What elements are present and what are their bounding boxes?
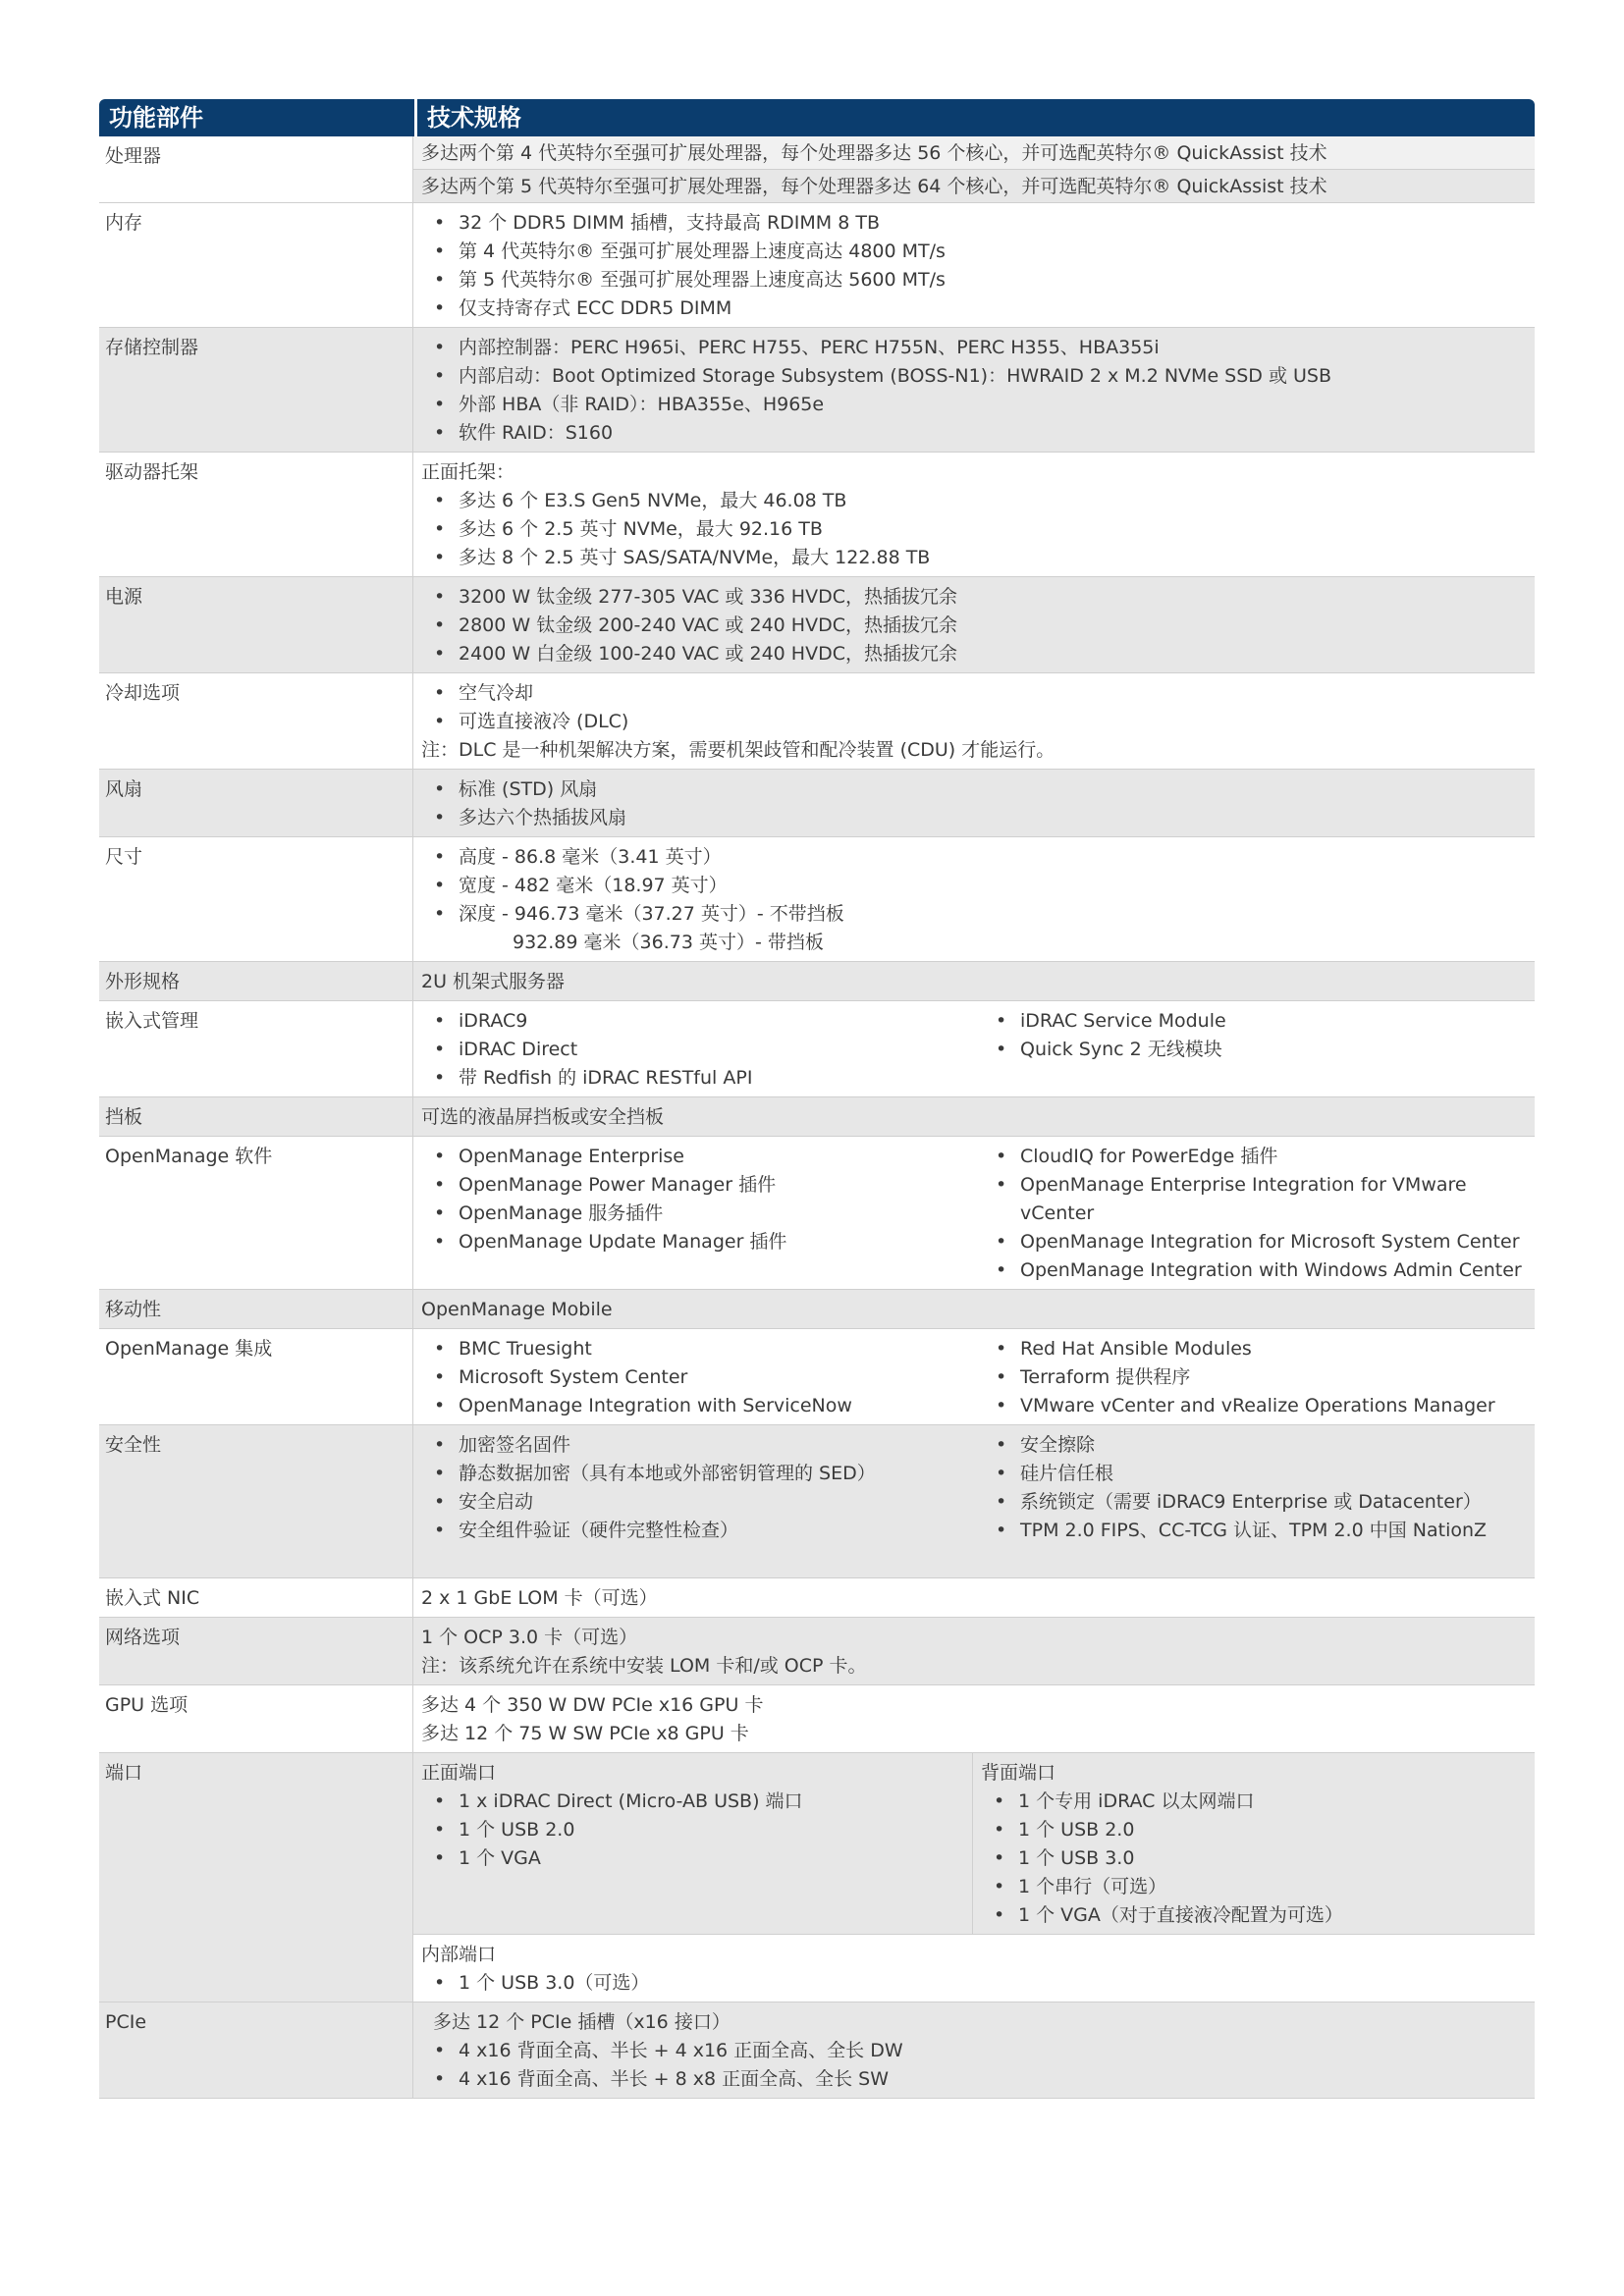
row-label: 安全性 (99, 1425, 413, 1577)
header-feature: 功能部件 (109, 104, 203, 132)
left-column (413, 1001, 975, 1096)
list-item: • 1 个 USB 2.0 (981, 1816, 1529, 1844)
row-value (413, 136, 1535, 202)
row-openmanage-integration (99, 1329, 1535, 1425)
list-item: • iDRAC Service Module (983, 1007, 1529, 1036)
list-item: • 软件 RAID：S160 (421, 419, 1529, 448)
right-column (975, 1425, 1535, 1577)
row-label: 外形规格 (99, 962, 413, 1000)
list-item: • 1 个 USB 2.0 (421, 1816, 966, 1844)
list-item: • 32 个 DDR5 DIMM 插槽，支持最高 RDIMM 8 TB (421, 209, 1529, 238)
list-item: • 可选直接液冷 (DLC) (421, 708, 1529, 736)
row-label: 网络选项 (99, 1618, 413, 1684)
row-label: 处理器 (99, 136, 413, 202)
list-item: • 深度 - 946.73 毫米（37.27 英寸）- 不带挡板 (421, 900, 1529, 929)
list-item: • VMware vCenter and vRealize Operations Manager (983, 1392, 1529, 1420)
list-item: • 安全启动 (421, 1488, 969, 1517)
right-column (975, 1001, 1535, 1096)
row-network-options (99, 1618, 1535, 1685)
list-item: • 1 x iDRAC Direct (Micro-AB USB) 端口 (421, 1788, 966, 1816)
row-label: OpenManage 集成 (99, 1329, 413, 1424)
value-line: 多达 12 个 75 W SW PCIe x8 GPU 卡 (421, 1723, 749, 1744)
row-value: 2U 机架式服务器 (421, 971, 566, 992)
list-item: • 2400 W 白金级 100-240 VAC 或 240 HVDC，热插拔冗余 (421, 640, 1529, 668)
spec-table (99, 99, 1535, 2099)
row-label: 尺寸 (99, 837, 413, 961)
row-label: GPU 选项 (99, 1685, 413, 1752)
row-value (413, 1001, 1535, 1096)
row-label: PCIe (99, 2002, 413, 2098)
rear-ports (973, 1753, 1535, 1934)
row-value (413, 1329, 1535, 1424)
header-spec: 技术规格 (414, 99, 1535, 136)
internal-ports (413, 1935, 1535, 2002)
row-cooling (99, 673, 1535, 770)
list-item: • 2800 W 钛金级 200-240 VAC 或 240 HVDC，热插拔冗余 (421, 612, 1529, 640)
note: 注：该系统允许在系统中安装 LOM 卡和/或 OCP 卡。 (421, 1655, 867, 1677)
sub-heading: 正面端口 (421, 1762, 497, 1784)
list-item: • 高度 - 86.8 毫米（3.41 英寸） (421, 843, 1529, 872)
list-item: • OpenManage Enterprise (421, 1143, 969, 1171)
list-item: • TPM 2.0 FIPS、CC-TCG 认证、TPM 2.0 中国 NationZ (983, 1517, 1529, 1545)
row-label: 端口 (99, 1753, 413, 2002)
row-embedded-nic (99, 1578, 1535, 1618)
cpu-line: 多达两个第 4 代英特尔至强可扩展处理器，每个处理器多达 56 个核心，并可选配英特尔® QuickAssist 技术 (413, 136, 1535, 170)
front-ports (413, 1753, 973, 1934)
row-openmanage-software (99, 1137, 1535, 1290)
sub-heading: 内部端口 (421, 1944, 497, 1965)
row-embedded-mgmt (99, 1001, 1535, 1097)
list-item: • 3200 W 钛金级 277-305 VAC 或 336 HVDC，热插拔冗余 (421, 583, 1529, 612)
row-processor (99, 136, 1535, 203)
list-item: • 多达 6 个 2.5 英寸 NVMe，最大 92.16 TB (421, 515, 1529, 544)
list-item: • 1 个 USB 3.0 (981, 1844, 1529, 1873)
row-value (413, 1425, 1535, 1577)
list-item: • 多达 6 个 E3.S Gen5 NVMe，最大 46.08 TB (421, 487, 1529, 515)
row-gpu-options (99, 1685, 1535, 1753)
right-column (975, 1137, 1535, 1289)
list-item: • 加密签名固件 (421, 1431, 969, 1460)
row-value (413, 1753, 1535, 2002)
row-value (413, 1618, 1535, 1684)
row-label: 内存 (99, 203, 413, 327)
list-item: • 1 个 VGA (421, 1844, 966, 1873)
row-value (413, 1685, 1535, 1752)
value-line: 多达 4 个 350 W DW PCIe x16 GPU 卡 (421, 1694, 764, 1716)
left-column (413, 1329, 975, 1424)
row-value (413, 770, 1535, 836)
list-item: • 1 个专用 iDRAC 以太网端口 (981, 1788, 1529, 1816)
list-item: • 仅支持寄存式 ECC DDR5 DIMM (421, 294, 1529, 323)
list-item: • 内部启动：Boot Optimized Storage Subsystem (BOSS-N1)：HWRAID 2 x M.2 NVMe SSD 或 USB (421, 362, 1529, 391)
list-item: • Quick Sync 2 无线模块 (983, 1036, 1529, 1064)
row-label: OpenManage 软件 (99, 1137, 413, 1289)
row-value (413, 203, 1535, 327)
row-value (413, 577, 1535, 672)
list-item: • 带 Redfish 的 iDRAC RESTful API (421, 1064, 969, 1093)
row-value: OpenManage Mobile (421, 1299, 613, 1320)
row-fans (99, 770, 1535, 837)
note: 注：DLC 是一种机架解决方案，需要机架歧管和配冷装置 (CDU) 才能运行。 (421, 739, 1056, 761)
list-item: • 第 4 代英特尔® 至强可扩展处理器上速度高达 4800 MT/s (421, 238, 1529, 266)
row-mobility (99, 1290, 1535, 1329)
list-item: • OpenManage Integration with Windows Admin Center (983, 1256, 1529, 1285)
left-column (413, 1137, 975, 1289)
list-item: • 硅片信任根 (983, 1460, 1529, 1488)
left-column (413, 1425, 975, 1577)
list-item: • 1 个 USB 3.0（可选） (421, 1969, 1529, 1998)
list-item: • iDRAC9 (421, 1007, 969, 1036)
list-item: • 标准 (STD) 风扇 (421, 775, 1529, 804)
row-label: 嵌入式管理 (99, 1001, 413, 1096)
row-value (413, 673, 1535, 769)
row-security (99, 1425, 1535, 1578)
row-label: 驱动器托架 (99, 453, 413, 576)
list-item: • 外部 HBA（非 RAID）：HBA355e、H965e (421, 391, 1529, 419)
row-value (413, 328, 1535, 452)
list-item: • 安全组件验证（硬件完整性检查） (421, 1517, 969, 1545)
list-item: • 系统锁定（需要 iDRAC9 Enterprise 或 Datacenter） (983, 1488, 1529, 1517)
cpu-line: 多达两个第 5 代英特尔至强可扩展处理器，每个处理器多达 64 个核心，并可选配英特尔® QuickAssist 技术 (413, 170, 1535, 202)
row-value: 2 x 1 GbE LOM 卡（可选） (421, 1587, 658, 1609)
list-item: • OpenManage Integration with ServiceNow (421, 1392, 969, 1420)
sub-heading: 背面端口 (981, 1762, 1056, 1784)
row-storage-controller (99, 328, 1535, 453)
list-item: • 宽度 - 482 毫米（18.97 英寸） (421, 872, 1529, 900)
list-item: • Microsoft System Center (421, 1363, 969, 1392)
list-item: • 内部控制器：PERC H965i、PERC H755、PERC H755N、PERC H355、HBA355i (421, 334, 1529, 362)
row-label: 风扇 (99, 770, 413, 836)
row-ports (99, 1753, 1535, 2002)
list-item: • 安全擦除 (983, 1431, 1529, 1460)
row-value (413, 1137, 1535, 1289)
list-item: • OpenManage Power Manager 插件 (421, 1171, 969, 1200)
row-value (413, 453, 1535, 576)
value-line: 1 个 OCP 3.0 卡（可选） (421, 1627, 638, 1648)
list-item: • 多达 8 个 2.5 英寸 SAS/SATA/NVMe，最大 122.88 TB (421, 544, 1529, 572)
row-value (413, 2002, 1535, 2098)
list-item: • 多达六个热插拔风扇 (421, 804, 1529, 832)
row-form-factor (99, 962, 1535, 1001)
list-item: • 1 个串行（可选） (981, 1873, 1529, 1901)
ports-front-rear (413, 1753, 1535, 1935)
row-drive-bays (99, 453, 1535, 577)
right-column (975, 1329, 1535, 1424)
list-item: • BMC Truesight (421, 1335, 969, 1363)
row-pcie (99, 2002, 1535, 2099)
row-label: 移动性 (99, 1290, 413, 1328)
row-dimensions (99, 837, 1535, 962)
sub-heading: 多达 12 个 PCIe 插槽（x16 接口） (433, 2011, 731, 2033)
list-item: • 空气冷却 (421, 679, 1529, 708)
list-item: • 静态数据加密（具有本地或外部密钥管理的 SED） (421, 1460, 969, 1488)
list-item: • Terraform 提供程序 (983, 1363, 1529, 1392)
continuation-line: 932.89 毫米（36.73 英寸）- 带挡板 (513, 932, 824, 953)
list-item: • OpenManage 服务插件 (421, 1200, 969, 1228)
row-memory (99, 203, 1535, 328)
list-item: • Red Hat Ansible Modules (983, 1335, 1529, 1363)
row-value (413, 837, 1535, 961)
list-item: • 4 x16 背面全高、半长 + 8 x8 正面全高、全长 SW (421, 2065, 1529, 2094)
row-value: 可选的液晶屏挡板或安全挡板 (421, 1106, 665, 1128)
row-label: 冷却选项 (99, 673, 413, 769)
row-label: 挡板 (99, 1097, 413, 1136)
list-item: • OpenManage Update Manager 插件 (421, 1228, 969, 1256)
row-bezel (99, 1097, 1535, 1137)
list-item: • 1 个 VGA（对于直接液冷配置为可选） (981, 1901, 1529, 1930)
table-header (99, 99, 1535, 136)
list-item: • 4 x16 背面全高、半长 + 4 x16 正面全高、全长 DW (421, 2037, 1529, 2065)
list-item: • OpenManage Enterprise Integration for VMware vCenter (983, 1171, 1529, 1228)
list-item: • 第 5 代英特尔® 至强可扩展处理器上速度高达 5600 MT/s (421, 266, 1529, 294)
sub-heading: 正面托架： (421, 461, 515, 483)
row-power (99, 577, 1535, 673)
list-item: • OpenManage Integration for Microsoft System Center (983, 1228, 1529, 1256)
list-item: • CloudIQ for PowerEdge 插件 (983, 1143, 1529, 1171)
list-item: • iDRAC Direct (421, 1036, 969, 1064)
row-label: 电源 (99, 577, 413, 672)
row-label: 存储控制器 (99, 328, 413, 452)
row-label: 嵌入式 NIC (99, 1578, 413, 1617)
